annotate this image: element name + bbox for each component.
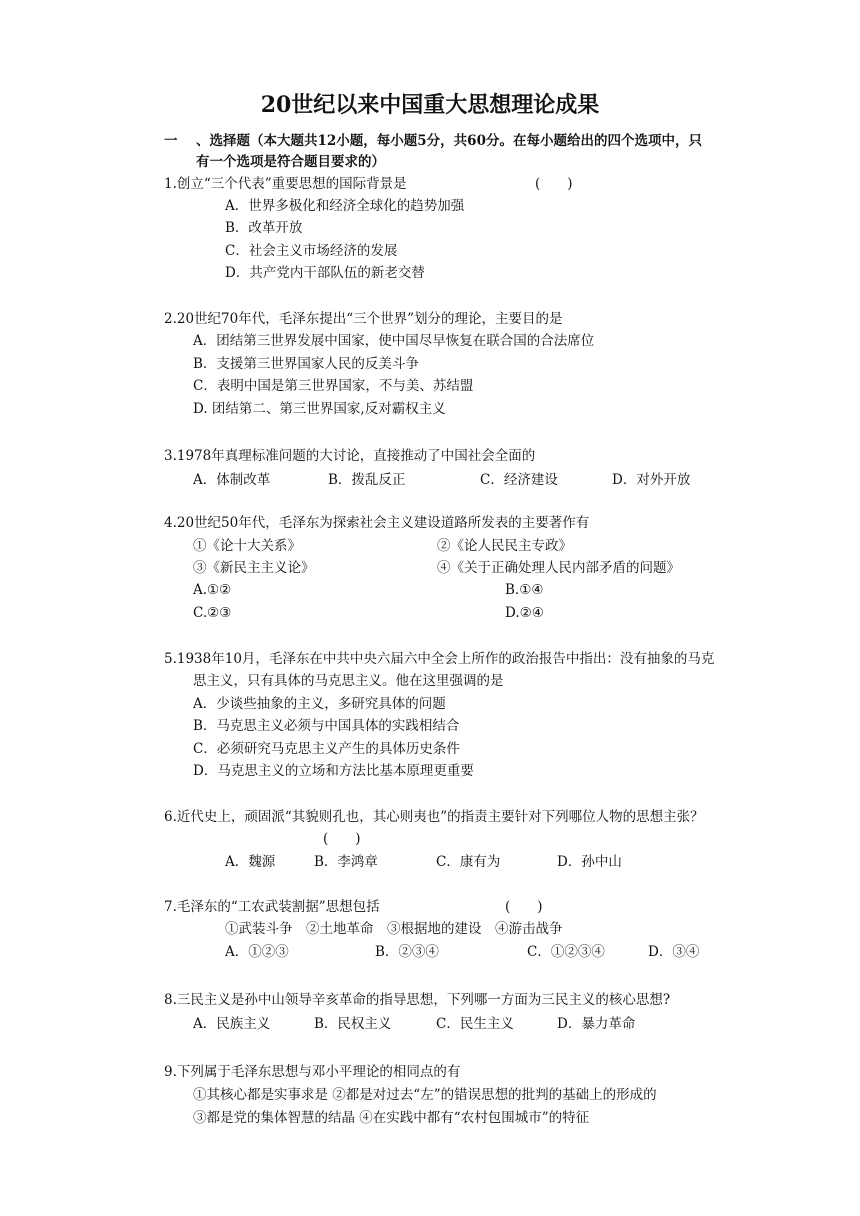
option-d: D. 团结第二、第三世界国家,反对霸权主义 xyxy=(193,401,446,417)
option-a: A．魏源 xyxy=(225,854,276,870)
option-d: D.②④ xyxy=(505,605,544,621)
option-a: A．体制改革 xyxy=(193,472,271,488)
statement-line-2: ③都是党的集体智慧的结晶 ④在实践中都有“农村包围城市”的特征 xyxy=(193,1110,590,1126)
question-stem: 1.创立“三个代表”重要思想的国际背景是 xyxy=(164,176,407,192)
option-d: D．③④ xyxy=(648,944,700,960)
answer-paren: ( ) xyxy=(323,831,361,847)
option-b: B．改革开放 xyxy=(225,220,303,236)
option-c: C．康有为 xyxy=(436,854,501,870)
option-c: C.②③ xyxy=(193,605,232,621)
item-1: ①《论十大关系》 xyxy=(193,538,301,554)
option-b: B．李鸿章 xyxy=(314,854,378,870)
item-4: ④《关于正确处理人民内部矛盾的问题》 xyxy=(437,560,680,576)
option-c: C．社会主义市场经济的发展 xyxy=(225,243,398,259)
question-stem: 3.1978年真理标准问题的大讨论，直接推动了中国社会全面的 xyxy=(164,448,536,464)
option-b: B．拨乱反正 xyxy=(328,472,406,488)
statement-line-1: ①其核心都是实事求是 ②都是对过去“左”的错误思想的批判的基础上的形成的 xyxy=(193,1087,657,1103)
option-b: B．②③④ xyxy=(375,944,439,960)
option-b: B．马克思主义必须与中国具体的实践相结合 xyxy=(193,718,460,734)
question-stem: 8.三民主义是孙中山领导辛亥革命的指导思想，下列哪一方面为三民主义的核心思想? xyxy=(164,992,671,1008)
option-d: D．对外开放 xyxy=(612,472,691,488)
answer-paren: ( ) xyxy=(535,176,573,192)
question-stem: 5.1938年10月，毛泽东在中共中央六届六中全会上所作的政治报告中指出：没有抽象的马克 xyxy=(164,651,715,667)
section-heading-line1: 、选择题（本大题共12小题，每小题5分，共60分。在每小题给出的四个选项中，只 xyxy=(196,133,702,149)
option-a: A．民族主义 xyxy=(193,1016,271,1032)
question-stem: 2.20世纪70年代，毛泽东提出“三个世界”划分的理论，主要目的是 xyxy=(164,311,563,327)
option-c: C．表明中国是第三世界国家，不与美、苏结盟 xyxy=(193,378,474,394)
option-a: A．①②③ xyxy=(225,944,289,960)
item-3: ③《新民主主义论》 xyxy=(193,560,315,576)
question-stem: 7.毛泽东的“工农武装割据”思想包括 xyxy=(164,899,380,915)
item-2: ②《论人民民主专政》 xyxy=(437,538,572,554)
page-title: 20世纪以来中国重大思想理论成果 xyxy=(260,92,600,118)
option-a: A.①② xyxy=(193,582,232,598)
option-d: D．孙中山 xyxy=(557,854,622,870)
question-stem: 4.20世纪50年代，毛泽东为探索社会主义建设道路所发表的主要著作有 xyxy=(164,515,590,531)
option-b: B．支援第三世界国家人民的反美斗争 xyxy=(193,356,419,372)
option-a: A．世界多极化和经济全球化的趋势加强 xyxy=(225,198,465,214)
answer-paren: ( ) xyxy=(505,899,543,915)
option-d: D．马克思主义的立场和方法比基本原理更重要 xyxy=(193,763,474,779)
option-b: B．民权主义 xyxy=(314,1016,392,1032)
question-stem: 9.下列属于毛泽东思想与邓小平理论的相同点的有 xyxy=(164,1064,461,1080)
section-heading-line2: 有一个选项是符合题目要求的） xyxy=(196,154,385,170)
option-b: B.①④ xyxy=(505,582,544,598)
option-a: A．团结第三世界发展中国家，使中国尽早恢复在联合国的合法席位 xyxy=(193,333,595,349)
section-marker: 一 xyxy=(164,133,178,149)
option-d: D．暴力革命 xyxy=(557,1016,636,1032)
question-stem: 6.近代史上，顽固派“其貌则孔也，其心则夷也”的指责主要针对下列哪位人物的思想主张？ xyxy=(164,809,704,825)
items-line: ①武装斗争 ②土地革命 ③根据地的建设 ④游击战争 xyxy=(225,921,563,937)
option-d: D．共产党内干部队伍的新老交替 xyxy=(225,265,425,281)
option-a: A．少谈些抽象的主义，多研究具体的问题 xyxy=(193,696,446,712)
option-c: C．①②③④ xyxy=(527,944,605,960)
option-c: C．民生主义 xyxy=(436,1016,514,1032)
option-c: C．经济建设 xyxy=(480,472,558,488)
option-c: C．必须研究马克思主义产生的具体历史条件 xyxy=(193,741,460,757)
question-stem-continued: 思主义，只有具体的马克思主义。他在这里强调的是 xyxy=(193,673,504,689)
